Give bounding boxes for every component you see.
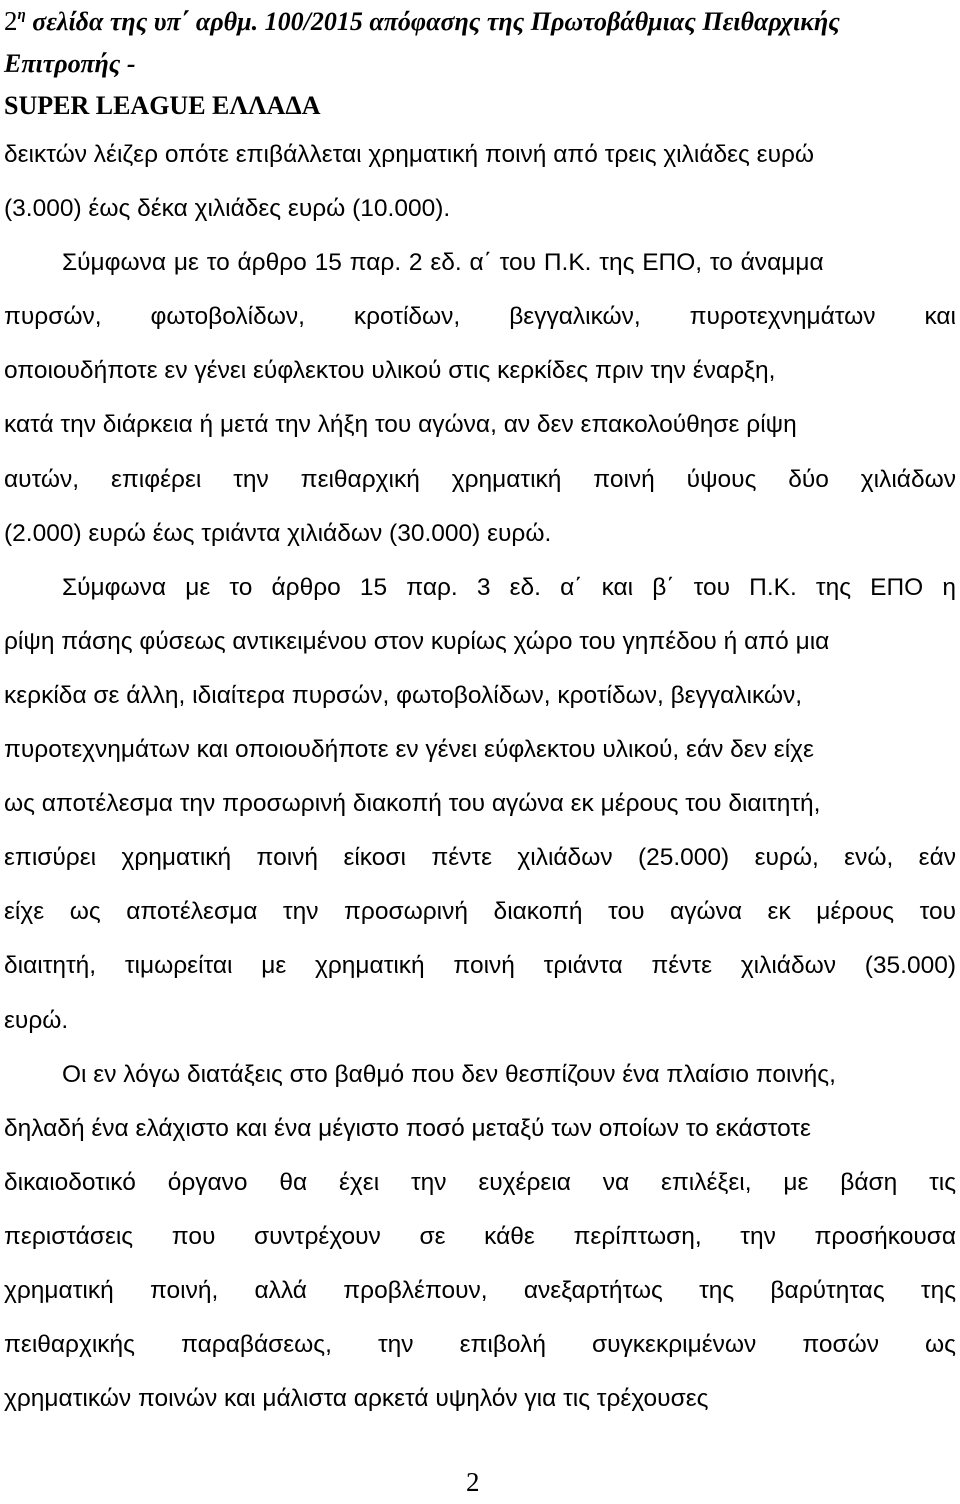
text-line: διαιτητή, τιμωρείται με χρηματική ποινή τριάντα πέντε χιλιάδων (35.000): [4, 952, 956, 980]
text-line: χρηματική ποινή, αλλά προβλέπουν, ανεξαρτήτως της βαρύτητας της: [4, 1276, 956, 1304]
text-line: περιστάσεις που συντρέχουν σε κάθε περίπτωση, την προσήκουσα: [4, 1222, 956, 1250]
text-line: (3.000) έως δέκα χιλιάδες ευρώ (10.000).: [4, 195, 451, 223]
text-line: είχε ως αποτέλεσμα την προσωρινή διακοπή του αγώνα εκ μέρους του: [4, 898, 956, 926]
text-line: ως αποτέλεσμα την προσωρινή διακοπή του αγώνα εκ μέρους του διαιτητή,: [4, 790, 821, 818]
text-line: κατά την διάρκεια ή μετά την λήξη του αγώνα, αν δεν επακολούθησε ρίψη: [4, 411, 797, 439]
text-line: πυροτεχνημάτων και οποιουδήποτε εν γένει εύφλεκτου υλικού, εάν δεν είχε: [4, 736, 814, 764]
text-line: δεικτών λέιζερ οπότε επιβάλλεται χρηματική ποινή από τρεις χιλιάδες ευρώ: [4, 141, 815, 168]
text-line: ρίψη πάσης φύσεως αντικειμένου στον κυρίως χώρο του γηπέδου ή από μια: [4, 627, 830, 655]
text-line: επισύρει χρηματική ποινή είκοσι πέντε χιλιάδων (25.000) ευρώ, ενώ, εάν: [4, 844, 956, 872]
page-number: 2: [466, 1467, 480, 1497]
document-body: [4, 128, 956, 1426]
text-line: πειθαρχικής παραβάσεως, την επιβολή συγκεκριμένων ποσών ως: [4, 1331, 956, 1359]
text-line: οποιουδήποτε εν γένει εύφλεκτου υλικού στις κερκίδες πριν την έναρξη,: [4, 357, 776, 385]
header-page-number: 2: [4, 6, 18, 36]
text-line: αυτών, επιφέρει την πειθαρχική χρηματική ποινή ύψους δύο χιλιάδων: [4, 465, 956, 493]
text-line: χρηματικών ποινών και μάλιστα αρκετά υψηλόν για τις τρέχουσες: [4, 1385, 709, 1413]
page-header: [4, 0, 956, 127]
header-league: SUPER LEAGUE ΕΛΛΑΔΑ: [4, 91, 321, 120]
text-line: ευρώ.: [4, 1006, 69, 1034]
header-title: σελίδα της υπ΄ αρθμ. 100/2015 απόφασης της Πρωτοβάθμιας Πειθαρχικής Επιτροπής -: [4, 7, 840, 78]
text-line: Σύμφωνα με το άρθρο 15 παρ. 2 εδ. α΄ του Π.Κ. της ΕΠΟ, το άναμμα: [62, 249, 824, 277]
text-line: κερκίδα σε άλλη, ιδιαίτερα πυρσών, φωτοβολίδων, κροτίδων, βεγγαλικών,: [4, 681, 803, 709]
text-line: πυρσών, φωτοβολίδων, κροτίδων, βεγγαλικών, πυροτεχνημάτων και: [4, 303, 956, 331]
header-superscript: η: [17, 7, 26, 23]
text-line: (2.000) ευρώ έως τριάντα χιλιάδων (30.000) ευρώ.: [4, 519, 552, 547]
text-line: δηλαδή ένα ελάχιστο και ένα μέγιστο ποσό μεταξύ των οποίων το εκάστοτε: [4, 1114, 811, 1142]
text-line: δικαιοδοτικό όργανο θα έχει την ευχέρεια να επιλέξει, με βάση τις: [4, 1168, 956, 1196]
text-line: Οι εν λόγω διατάξεις στο βαθμό που δεν θεσπίζουν ένα πλαίσιο ποινής,: [62, 1060, 836, 1088]
text-line: Σύμφωνα με το άρθρο 15 παρ. 3 εδ. α΄ και β΄ του Π.Κ. της ΕΠΟ η: [62, 573, 956, 601]
